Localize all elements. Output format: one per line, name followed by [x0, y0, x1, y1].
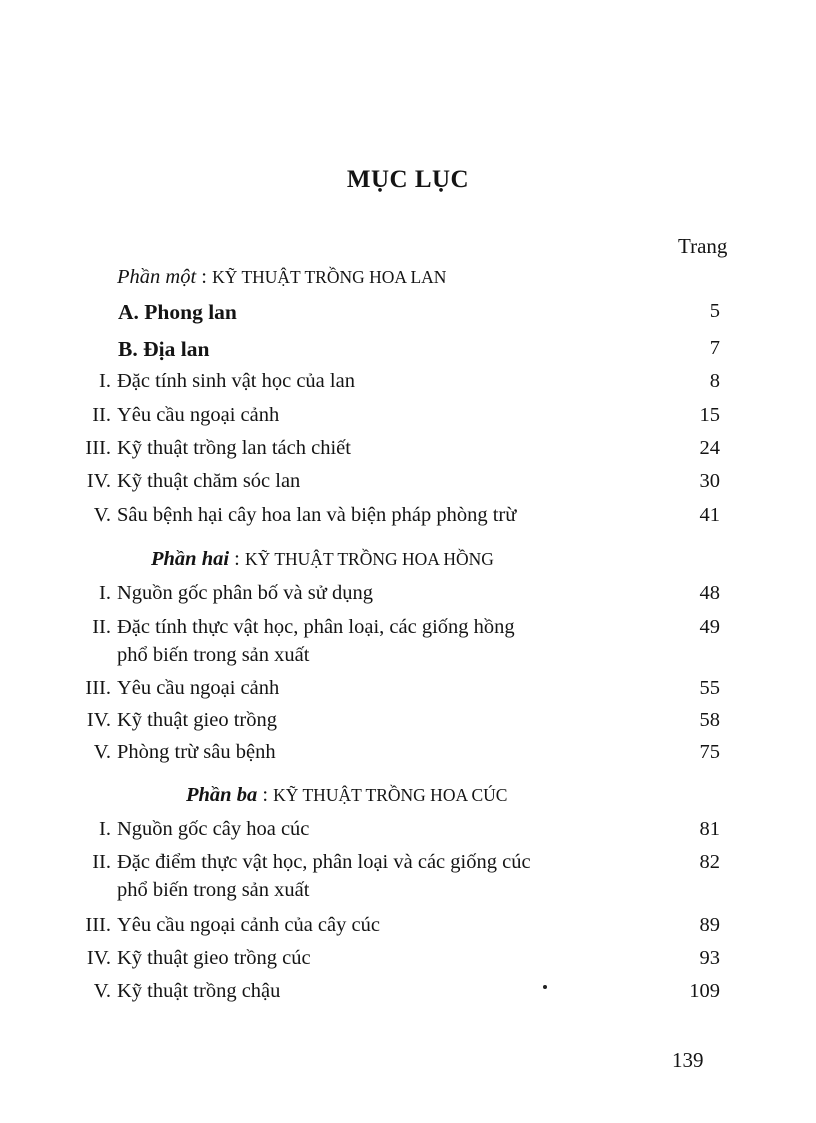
toc-entry-title: Kỹ thuật trồng chậu: [117, 980, 281, 1002]
toc-entry-number: IV.: [86, 470, 111, 492]
part-heading-1: [117, 266, 446, 289]
toc-entry-number: IV.: [86, 947, 111, 969]
toc-entry-page: 15: [699, 404, 720, 426]
toc-entry-page: 82: [699, 851, 720, 873]
toc-entry-number: IV.: [86, 709, 111, 731]
toc-entry-page: 48: [699, 582, 720, 604]
toc-entry-page: 8: [709, 370, 720, 392]
page-column-header: Trang: [678, 234, 728, 258]
page-title: MỤC LỤC: [346, 166, 470, 193]
toc-entry-title: A. Phong lan: [118, 300, 237, 324]
toc-entry-page: 41: [699, 504, 720, 526]
toc-entry-number: V.: [93, 741, 111, 763]
toc-entry: [0, 851, 816, 901]
toc-entry-title: Nguồn gốc phân bố và sử dụng: [117, 582, 373, 604]
toc-entry-number: I.: [99, 818, 111, 840]
toc-entry-title: Kỹ thuật trồng lan tách chiết: [117, 437, 351, 459]
toc-entry-number: III.: [85, 677, 111, 699]
toc-entry-title: B. Địa lan: [118, 337, 210, 361]
part-heading-3: [186, 784, 507, 807]
toc-entry: [0, 741, 816, 771]
page-number: 139: [672, 1048, 704, 1072]
toc-entry-page: 55: [699, 677, 720, 699]
toc-entry-title: Đặc tính thực vật học, phân loại, các giống hồng: [117, 616, 515, 638]
toc-entry-title: Kỹ thuật gieo trồng cúc: [117, 947, 311, 969]
toc-entry-title: Đặc điểm thực vật học, phân loại và các giống cúc: [117, 851, 531, 873]
toc-entry: [0, 818, 816, 848]
scan-speck: [543, 985, 547, 989]
toc-entry-page: 49: [699, 616, 720, 638]
toc-entry-number: V.: [93, 980, 111, 1002]
toc-entry-number: II.: [92, 616, 111, 638]
toc-entry-title: Kỹ thuật chăm sóc lan: [117, 470, 301, 492]
toc-entry-page: 93: [699, 947, 720, 969]
toc-entry-number: V.: [93, 504, 111, 526]
toc-entry-page: 5: [709, 300, 720, 322]
toc-entry: [0, 582, 816, 612]
part-title: KỸ THUẬT TRỒNG HOA HỒNG: [245, 549, 494, 569]
toc-entry: [0, 370, 816, 400]
toc-entry-title: Yêu cầu ngoại cảnh: [117, 404, 280, 426]
part-heading-2: [151, 548, 494, 571]
toc-entry-page: 75: [699, 741, 720, 763]
part-separator: :: [257, 784, 274, 806]
toc-entry-number: I.: [99, 370, 111, 392]
toc-entry-page: 81: [699, 818, 720, 840]
part-separator: :: [229, 548, 245, 570]
toc-entry: [0, 504, 816, 534]
toc-entry-title: Đặc tính sinh vật học của lan: [117, 370, 355, 392]
toc-entry-page: 109: [689, 980, 720, 1002]
toc-entry-page: 24: [699, 437, 720, 459]
toc-entry-number: I.: [99, 582, 111, 604]
toc-entry-title: Kỹ thuật gieo trồng: [117, 709, 277, 731]
toc-entry-number: III.: [85, 914, 111, 936]
toc-entry-title: Nguồn gốc cây hoa cúc: [117, 818, 310, 840]
toc-entry-title: Phòng trừ sâu bệnh: [117, 741, 276, 763]
toc-entry: [0, 437, 816, 467]
toc-entry: [0, 709, 816, 739]
toc-entry-number: II.: [92, 851, 111, 873]
part-title: KỸ THUẬT TRỒNG HOA LAN: [212, 267, 447, 287]
toc-entry: [0, 677, 816, 707]
toc-entry: [0, 404, 816, 434]
toc-entry-title: Sâu bệnh hại cây hoa lan và biện pháp phòng trừ: [117, 504, 517, 526]
toc-entry: [0, 980, 816, 1010]
part-label: Phần hai: [151, 548, 230, 570]
part-label: Phần ba: [186, 784, 258, 806]
toc-entry-title: Yêu cầu ngoại cảnh của cây cúc: [117, 914, 380, 936]
toc-entry-number: II.: [92, 404, 111, 426]
toc-entry: [0, 947, 816, 977]
toc-entry-page: 30: [699, 470, 720, 492]
toc-entry-page: 58: [699, 709, 720, 731]
toc-subsection: [0, 337, 816, 367]
part-separator: :: [196, 266, 213, 288]
toc-entry: [0, 470, 816, 500]
toc-entry-page: 7: [709, 337, 720, 359]
toc-entry-title-continued: phổ biến trong sản xuất: [117, 644, 310, 666]
toc-subsection: [0, 300, 816, 330]
toc-entry: [0, 914, 816, 944]
part-title: KỸ THUẬT TRỒNG HOA CÚC: [273, 785, 508, 805]
toc-entry-title-continued: phổ biến trong sản xuất: [117, 879, 310, 901]
part-label: Phần một: [117, 266, 197, 288]
toc-entry: [0, 616, 816, 666]
toc-entry-title: Yêu cầu ngoại cảnh: [117, 677, 280, 699]
toc-entry-number: III.: [85, 437, 111, 459]
toc-entry-page: 89: [699, 914, 720, 936]
